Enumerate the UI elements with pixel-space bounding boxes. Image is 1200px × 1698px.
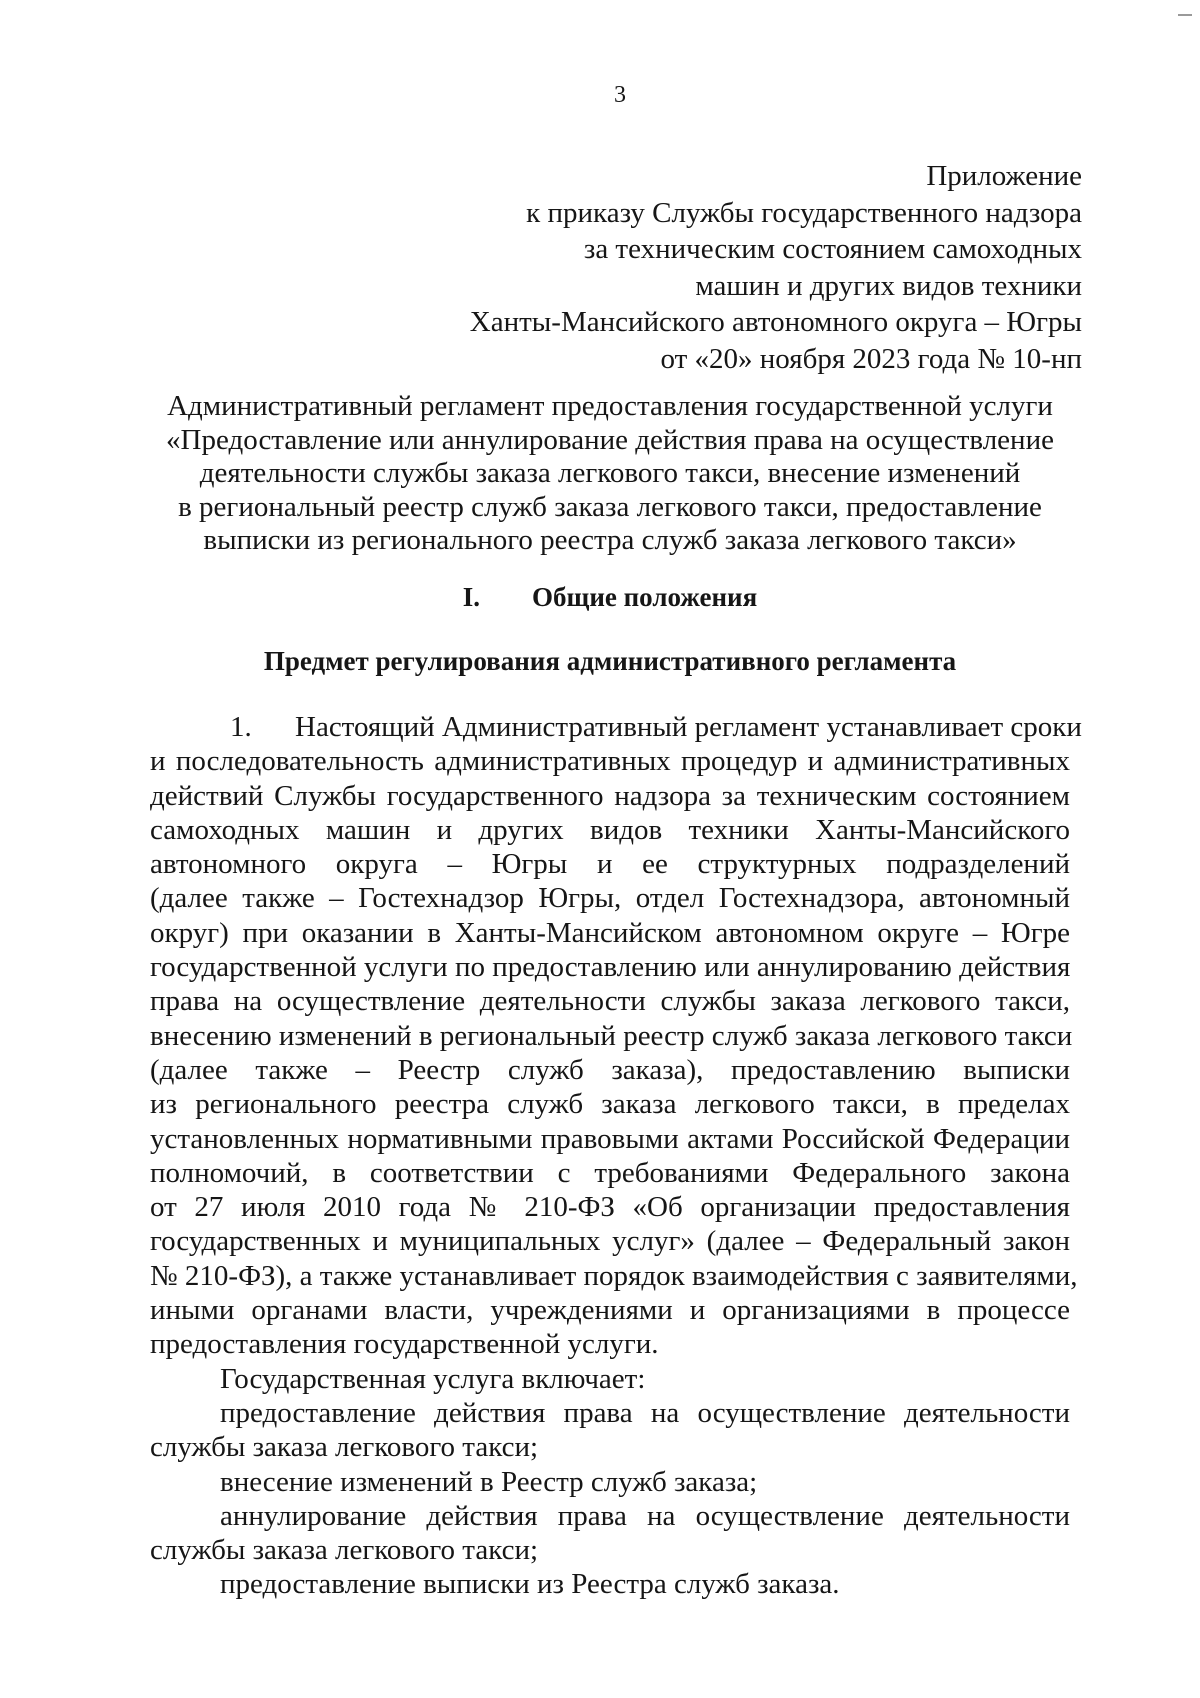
paragraph-first-line	[150, 710, 1082, 744]
paragraph-line: из регионального реестра служб заказа легкового такси, в пределах	[150, 1088, 1070, 1121]
appendix-line: машин и других видов техники	[695, 269, 1082, 302]
paragraph-line: государственных и муниципальных услуг» (далее – Федеральный закон	[150, 1225, 1070, 1258]
document-title	[150, 390, 1070, 558]
paragraph-line: от 27 июля 2010 года № 210-ФЗ «Об организации предоставления	[150, 1191, 1070, 1224]
appendix-block	[322, 158, 1082, 377]
paragraph-line: автономного округа – Югры и ее структурных подразделений	[150, 848, 1070, 881]
paragraph-line: самоходных машин и других видов техники Ханты-Мансийского	[150, 813, 1070, 846]
service-item: внесение изменений в Реестр служб заказа;	[220, 1465, 758, 1498]
appendix-line: Ханты-Мансийского автономного округа – Югры	[469, 306, 1082, 338]
appendix-line: Приложение	[926, 160, 1082, 192]
service-item: предоставление действия права на осуществление деятельности	[220, 1396, 1070, 1429]
service-item-continuation: службы заказа легкового такси;	[150, 1534, 539, 1567]
paragraph-number: 1.	[230, 711, 252, 743]
section-number: I.	[462, 582, 481, 612]
appendix-line: от «20» ноября 2023 года № 10-нп	[660, 342, 1082, 375]
paragraph-line: действий Службы государственного надзора за техническим состоянием	[150, 779, 1070, 812]
service-intro: Государственная услуга включает:	[220, 1362, 646, 1395]
service-item: аннулирование действия права на осуществление деятельности	[220, 1499, 1070, 1532]
title-line: «Предоставление или аннулирование действия права на осуществление	[166, 423, 1054, 456]
paragraph-line: и последовательность административных процедур и административных	[150, 745, 1070, 778]
title-line: в региональный реестр служб заказа легкового такси, предоставление	[178, 490, 1042, 523]
body-text	[150, 710, 1082, 1602]
paragraph-line: внесению изменений в региональный реестр служб заказа легкового такси	[150, 1019, 1073, 1052]
paragraph-line: права на осуществление деятельности службы заказа легкового такси,	[150, 985, 1070, 1018]
paragraph-line: государственной услуги по предоставлению или аннулированию действия	[150, 951, 1071, 984]
title-line: деятельности службы заказа легкового такси, внесение изменений	[199, 457, 1021, 489]
title-line: Административный регламент предоставления государственной услуги	[167, 390, 1053, 422]
page-number: 3	[614, 82, 626, 108]
paragraph-line: установленных нормативными правовыми актами Российской Федерации	[150, 1122, 1070, 1155]
title-line: выписки из регионального реестра служб заказа легкового такси»	[203, 524, 1017, 556]
paragraph-line: № 210-ФЗ), а также устанавливает порядок взаимодействия с заявителями,	[150, 1259, 1078, 1292]
service-item-continuation: службы заказа легкового такси;	[150, 1431, 539, 1464]
appendix-line: за техническим состоянием самоходных	[583, 233, 1082, 265]
scan-mark	[1178, 14, 1192, 16]
paragraph-line: иными органами власти, учреждениями и организациями в процессе	[150, 1294, 1070, 1327]
paragraph-line: (далее также – Реестр служб заказа), предоставлению выписки	[150, 1053, 1070, 1086]
paragraph-line: полномочий, в соответствии с требованиями Федерального закона	[150, 1156, 1070, 1189]
appendix-line: к приказу Службы государственного надзора	[526, 196, 1082, 229]
service-item: предоставление выписки из Реестра служб заказа.	[220, 1568, 840, 1601]
paragraph-line: (далее также – Гостехнадзор Югры, отдел Гостехнадзора, автономный	[150, 882, 1070, 915]
paragraph-last-line: предоставления государственной услуги.	[150, 1328, 659, 1361]
subsection-heading: Предмет регулирования административного регламента	[263, 646, 957, 676]
section-heading	[150, 582, 1070, 613]
section-title: Общие положения	[532, 582, 758, 612]
paragraph-first-text: Настоящий Административный регламент устанавливает сроки	[295, 711, 1082, 743]
paragraph-line: округ) при оказании в Ханты-Мансийском автономном округе – Югре	[150, 916, 1070, 949]
